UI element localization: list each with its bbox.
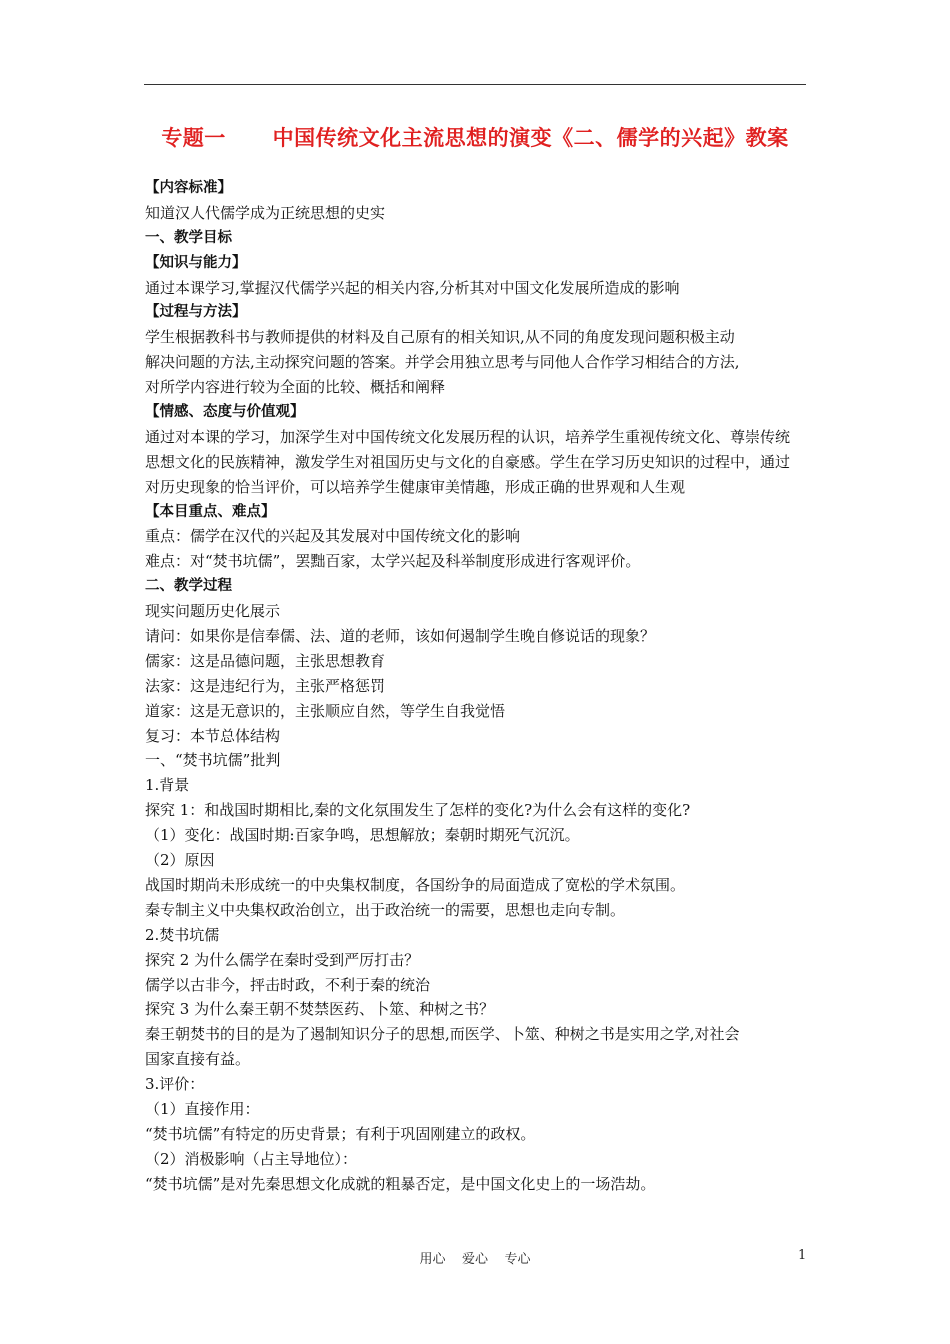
body-line: “焚书坑儒”有特定的历史背景；有利于巩固刚建立的政权。 xyxy=(145,1124,536,1143)
body-line: 学生根据教科书与教师提供的材料及自己原有的相关知识,从不同的角度发现问题积极主动 xyxy=(145,328,735,347)
body-line: 儒学以古非今，抨击时政，不利于秦的统治 xyxy=(145,975,431,994)
body-line: 3.评价： xyxy=(145,1075,205,1094)
body-line: 一、“焚书坑儒”批判 xyxy=(145,751,281,770)
body-line: 现实问题历史化展示 xyxy=(145,602,281,621)
section-heading: 【内容标准】 xyxy=(145,180,232,196)
document-body xyxy=(145,176,865,1197)
section-heading: 【过程与方法】 xyxy=(145,304,247,321)
body-line: 秦专制主义中央集权政治创立，出于政治统一的需要，思想也走向专制。 xyxy=(145,900,626,919)
section-heading: 【知识与能力】 xyxy=(145,254,247,271)
body-line: 探究 1：和战国时期相比,秦的文化氛围发生了怎样的变化?为什么会有这样的变化? xyxy=(145,801,691,820)
body-line: “焚书坑儒”是对先秦思想文化成就的粗暴否定，是中国文化史上的一场浩劫。 xyxy=(145,1174,656,1193)
header-rule xyxy=(144,84,806,85)
document-title: 专题一 中国传统文化主流思想的演变《二、儒学的兴起》教案 xyxy=(161,126,789,150)
body-line: 儒家：这是品德问题，主张思想教育 xyxy=(145,651,386,670)
body-line: 请问：如果你是信奉儒、法、道的老师，该如何遏制学生晚自修说话的现象？ xyxy=(145,627,656,646)
body-line: 道家：这是无意识的，主张顺应自然，等学生自我觉悟 xyxy=(145,701,506,720)
body-line: （1）直接作用： xyxy=(145,1099,260,1118)
body-line: 通过本课学习,掌握汉代儒学兴起的相关内容,分析其对中国文化发展所造成的影响 xyxy=(145,278,680,297)
body-line: 对历史现象的恰当评价，可以培养学生健康审美情趣，形成正确的世界观和人生观 xyxy=(145,477,686,496)
footer-motto: 用心 爱心 专心 xyxy=(419,1252,531,1267)
body-line: 难点：对“焚书坑儒”，罢黜百家，太学兴起及科举制度形成进行客观评价。 xyxy=(145,552,641,571)
page-number: 1 xyxy=(798,1248,807,1263)
body-line: 国家直接有益。 xyxy=(145,1050,251,1069)
body-line: 2.焚书坑儒 xyxy=(145,925,220,944)
body-line: 法家：这是违纪行为，主张严格惩罚 xyxy=(145,676,386,695)
page-footer xyxy=(0,1248,950,1268)
body-line: （1）变化：战国时期:百家争鸣，思想解放；秦朝时期死气沉沉。 xyxy=(145,826,580,845)
section-heading: 【本目重点、难点】 xyxy=(145,503,276,520)
body-line: 重点：儒学在汉代的兴起及其发展对中国传统文化的影响 xyxy=(145,527,521,546)
body-line: 知道汉人代儒学成为正统思想的史实 xyxy=(145,203,386,222)
body-line: 复习：本节总体结构 xyxy=(145,726,281,745)
section-heading: 【情感、态度与价值观】 xyxy=(145,404,305,421)
body-line: 秦王朝焚书的目的是为了遏制知识分子的思想,而医学、卜筮、种树之书是实用之学,对社会 xyxy=(145,1025,740,1044)
body-line: 解决问题的方法,主动探究问题的答案。并学会用独立思考与同他人合作学习相结合的方法, xyxy=(145,353,740,372)
section-heading: 一、教学目标 xyxy=(145,229,232,246)
section-heading: 二、教学过程 xyxy=(145,578,232,595)
body-line: 战国时期尚未形成统一的中央集权制度，各国纷争的局面造成了宽松的学术氛围。 xyxy=(145,875,686,894)
body-line: 探究 3 为什么秦王朝不焚禁医药、卜筮、种树之书？ xyxy=(145,1000,495,1019)
body-line: （2）消极影响（占主导地位）： xyxy=(145,1149,358,1168)
body-line: 对所学内容进行较为全面的比较、概括和阐释 xyxy=(145,378,446,397)
body-line: 思想文化的民族精神，激发学生对祖国历史与文化的自豪感。学生在学习历史知识的过程中，通过 xyxy=(145,452,791,471)
body-line: 探究 2 为什么儒学在秦时受到严厉打击？ xyxy=(145,950,420,969)
body-line: 1.背景 xyxy=(145,776,190,795)
body-line: 通过对本课的学习，加深学生对中国传统文化发展历程的认识，培养学生重视传统文化、尊崇传统 xyxy=(145,427,791,446)
body-line: （2）原因 xyxy=(145,851,215,870)
